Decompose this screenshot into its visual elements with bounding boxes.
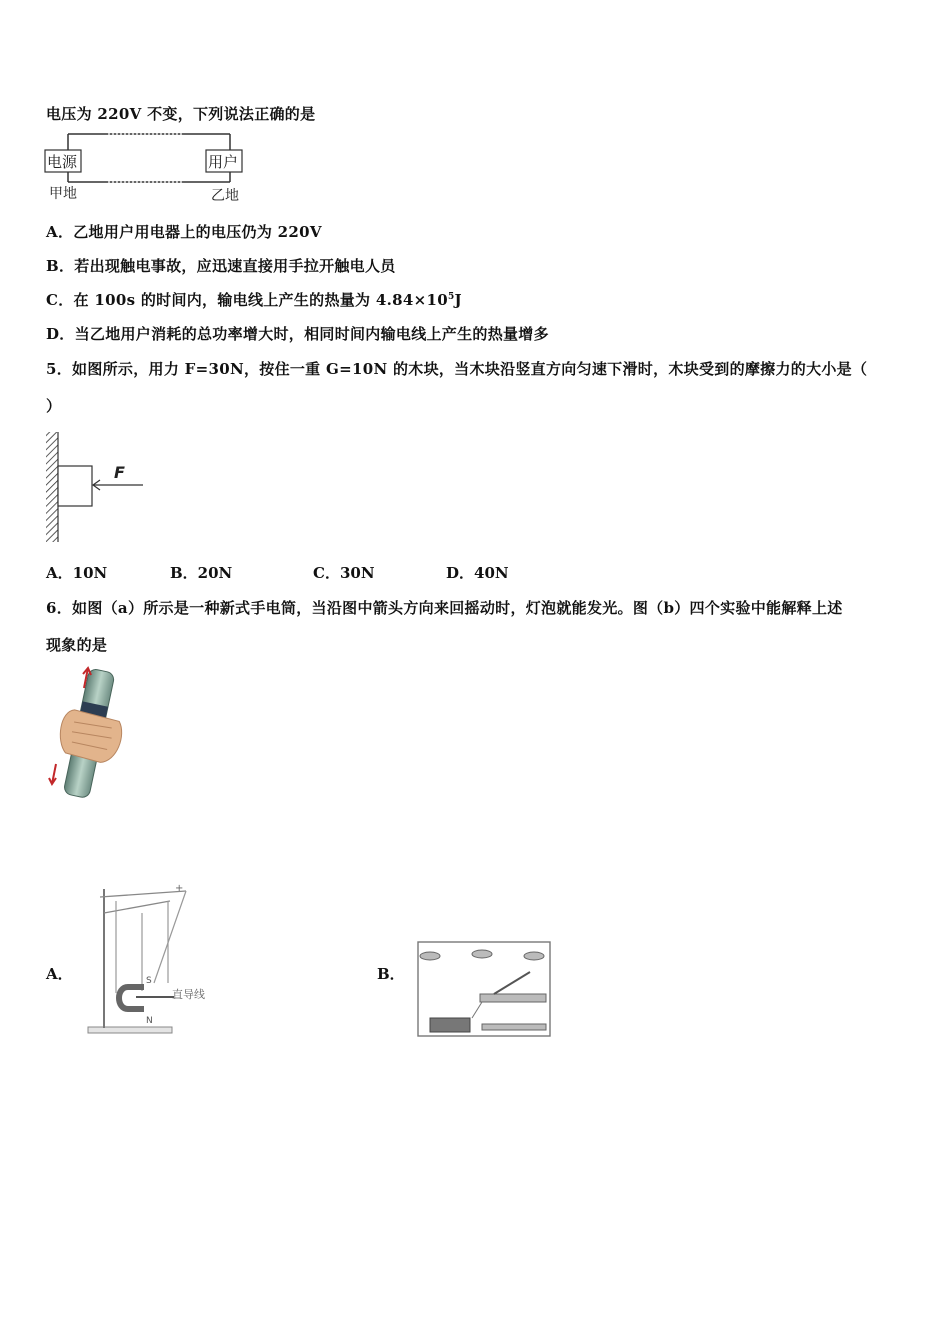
place-b-label: 乙地 xyxy=(211,188,239,204)
q4-option-c xyxy=(46,289,462,310)
q5-option-b: B．20N xyxy=(170,564,233,582)
wooden-block xyxy=(58,466,92,506)
power-source-label: 电源 xyxy=(47,153,78,171)
q5-option-a: A．10N xyxy=(46,564,108,582)
circuit-experiment xyxy=(412,938,554,1042)
q4-option-c-text: C．在 100s 的时间内，输电线上产生的热量为 4.84×10 xyxy=(46,291,448,309)
pole-s-label: S xyxy=(146,976,152,986)
pole-n-label: N xyxy=(146,1016,153,1026)
q4-option-b: B．若出现触电事故，应迅速直接用手拉开触电人员 xyxy=(46,257,396,275)
q5-stem-line2: ） xyxy=(46,397,62,415)
user-label: 用户 xyxy=(208,153,239,171)
q4-option-c-unit: J xyxy=(454,291,462,309)
q4-option-c-exponent: 5 xyxy=(447,292,455,302)
place-a-label: 甲地 xyxy=(49,186,77,202)
wall-block-diagram xyxy=(44,430,154,545)
q5-option-c: C．30N xyxy=(313,564,375,582)
q6-option-b: B． xyxy=(377,965,405,983)
q5-stem-line1: 5．如图所示，用力 F=30N，按住一重 G=10N 的木块，当木块沿竖直方向匀速下滑时，木块受到的摩擦力的大小是（ xyxy=(46,360,868,378)
magnet-wire-experiment xyxy=(82,883,222,1041)
plus-sign: + xyxy=(175,883,184,894)
wall xyxy=(46,432,58,542)
force-label: F xyxy=(114,463,125,482)
q6-option-a: A． xyxy=(46,965,73,983)
q4-option-d: D．当乙地用户消耗的总功率增大时，相同时间内输电线上产生的热量增多 xyxy=(46,325,549,343)
wire-label: 直导线 xyxy=(172,988,205,1001)
shake-flashlight-image xyxy=(46,664,138,806)
q6-stem-line2: 现象的是 xyxy=(46,636,108,654)
q6-stem-line1: 6．如图（a）所示是一种新式手电筒，当沿图中箭头方向来回摇动时，灯泡就能发光。图（b）四个实验中能解释上述 xyxy=(46,599,843,617)
q4-stem-tail: 电压为 220V 不变，下列说法正确的是 xyxy=(46,105,316,123)
q5-option-d: D．40N xyxy=(446,564,509,582)
q4-option-a: A．乙地用户用电器上的电压仍为 220V xyxy=(46,223,322,241)
transmission-line-diagram xyxy=(44,128,254,206)
